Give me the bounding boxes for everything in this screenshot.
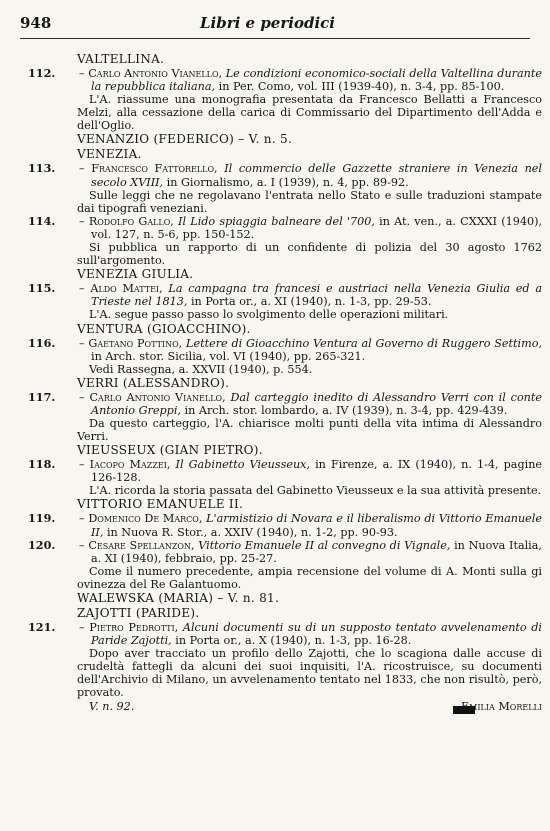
entry-summary: Sulle leggi che ne regolavano l'entrata nello Stato e sulle traduzioni stampate dai tipografi veneziani. [77,188,542,215]
entry-author: Rodolfo Gallo, [88,214,174,228]
entry-citation [79,458,542,484]
entry-citation [79,337,542,363]
cross-reference: V. n. 92. [89,699,135,713]
bibliography-entry [28,512,542,538]
section-heading: VENEZIA. [77,147,142,162]
page-number: 948 [20,14,52,32]
entry-source: in Firenze, a. IX (1940), n. 1-4, pagine 126-128. [91,458,543,485]
bibliography-entry [28,621,542,647]
entry-number: 117. [28,389,56,404]
entry-title: Vittorio Emanuele II al convegno di Vignale, [194,538,451,552]
entry-author: Aldo Mattei, [90,282,163,296]
section-heading: VITTORIO EMANUELE II. [77,497,244,512]
entry-title: Il Lido spiaggia balneare del '700, [173,214,375,228]
entry-summary: L'A. riassume una monografia presentata da Francesco Bellatti a Francesco Melzi, alla cessazione della carica di Commissario del Dipartimento dell'Adda e dell'Oglio. [77,93,542,133]
entry-citation [79,282,542,308]
entry-citation [79,512,542,538]
entry-dash: – [79,162,92,176]
entry-citation [79,391,542,417]
entry-number: 120. [28,537,56,552]
signature-line [89,700,542,713]
entry-summary: L'A. segue passo passo lo svolgimento delle operazioni militari. [89,308,449,322]
section-heading: VERRI (ALESSANDRO). [77,375,230,390]
entry-source: in Arch. stor. Sicilia, vol. VI (1940), pp. 265-321. [91,349,366,363]
page-body [28,52,542,713]
bibliography-entry [28,337,542,363]
section-heading: VENANZIO (FEDERICO) – V. n. 5. [77,132,293,147]
entry-source: in Porta or., a. XI (1940), n. 1-3, pp. 29-53. [187,295,432,309]
entry-author: Domenico De Marco, [88,512,203,526]
entry-summary: Si pubblica un rapporto di un confidente di polizia del 30 agosto 1762 sull'argomento. [77,241,542,268]
author-signature: Emilia Morelli [461,699,542,713]
entry-title: Il commercio delle Gazzette straniere in Venezia nel secolo XVIII, [91,162,542,189]
section-heading: VENTURA (GIOACCHINO). [77,321,251,336]
section-heading: VENEZIA GIULIA. [77,267,194,282]
entry-author: Carlo Antonio Vianello, [88,67,223,80]
entry-title: Alcuni documenti su di un supposto tentato avvelenamento di Paride Zajotti, [91,621,543,648]
page-header [20,14,530,39]
entry-number: 115. [28,281,56,296]
entry-title: Il Gabinetto Vieusseux, [170,458,311,472]
entry-summary: Da questo carteggio, l'A. chiarisce molti punti della vita intima di Alessandro Verri. [77,416,542,444]
entry-citation [79,67,542,93]
entry-source: in Arch. stor. lombardo, a. IV (1939), n. 3-4, pp. 429-439. [180,403,508,417]
entry-summary: Come il numero precedente, ampia recensione del volume di A. Monti sulla gi ovinezza del Re Galantuomo. [77,564,542,591]
entry-author: Francesco Fattorello, [91,162,218,176]
entry-dash: – [79,621,90,634]
section-heading: VALTELLINA. [77,52,165,66]
entry-title: Dal carteggio inedito di Alessandro Verri con il conte Antonio Greppi, [91,390,542,417]
entry-number: 113. [28,161,56,176]
bibliography-entry [28,458,542,484]
bibliography-entry [28,215,542,241]
entry-dash: – [79,214,89,228]
entry-author: Pietro Pedrotti, [89,621,179,634]
entry-title: L'armistizio di Novara e il liberalismo di Vittorio Emanuele II, [91,512,542,539]
entry-source: in Nuova Italia, a. XI (1940), febbraio, pp. 25-27. [91,538,542,565]
entry-dash: – [79,282,91,296]
entry-dash: – [79,67,89,80]
entry-dash: – [79,390,90,404]
entry-citation [79,215,542,241]
entry-citation [79,539,542,565]
running-title: Libri e periodici [200,14,335,32]
entry-title: Le condizioni economico-sociali della Valtellina durante la repubblica italiana, [91,67,542,94]
entry-number: 114. [28,213,56,228]
entry-number: 118. [28,457,56,472]
entry-dash: – [79,538,89,552]
bibliography-entry [28,162,542,188]
entry-number: 116. [28,335,56,350]
section-heading: ZAJOTTI (PARIDE). [77,606,200,620]
entry-reference: Vedi Rassegna, a. XXVII (1940), p. 554. [89,362,313,376]
entry-title: La campagna tra francesi e austriaci nella Venezia Giulia ed a Trieste nel 1813, [91,282,542,309]
bibliography-entry [28,282,542,308]
entry-title: Lettere di Gioacchino Ventura al Governo di Ruggero Settimo, [182,336,543,350]
entry-source: in Nuova R. Stor., a. XXIV (1940), n. 1-2, pp. 90-93. [103,525,398,539]
entry-author: Cesare Spellanzon, [88,538,195,552]
entry-author: Iacopo Mazzei, [89,458,171,472]
entry-number: 112. [28,66,56,80]
entry-author: Gaetano Pottino, [88,336,183,350]
entry-citation [79,162,542,188]
bibliography-entry [28,391,542,417]
entry-source: in Giornalismo, a. I (1939), n. 4, pp. 89-92. [163,175,409,189]
entry-source: in Porta or., a. X (1940), n. 1-3, pp. 16-28. [171,634,412,648]
section-heading: VIEUSSEUX (GIAN PIETRO). [77,443,263,458]
entry-number: 121. [28,620,56,634]
entry-dash: – [79,512,89,526]
entry-source: in Per. Como, vol. III (1939-40), n. 3-4, pp. 85-100. [215,80,505,94]
entry-dash: – [79,336,89,350]
entry-summary: Dopo aver tracciato un profilo dello Zajotti, che lo scagiona dalle accuse di crudeltà fattegli da alcuni dei suoi inquisiti, l'A. ricostruisce, su documenti dell'Archivio di Milano, un avvelenamento tentato nel 1833, che non risultò, però, provato. [77,647,542,700]
entry-author: Carlo Antonio Vianello, [89,390,226,404]
entry-summary: L'A. ricorda la storia passata del Gabinetto Vieusseux e la sua attività presente. [89,484,542,498]
entry-source: in At. ven., a. CXXXI (1940), vol. 127, n. 5-6, pp. 150-152. [91,214,543,241]
bibliography-entry [28,539,542,565]
entry-citation [79,621,542,647]
entry-number: 119. [28,511,56,526]
entry-dash: – [79,458,90,472]
bibliography-entry [28,67,542,93]
section-heading: WALEWSKA (MARIA) – V. n. 81. [77,591,280,605]
